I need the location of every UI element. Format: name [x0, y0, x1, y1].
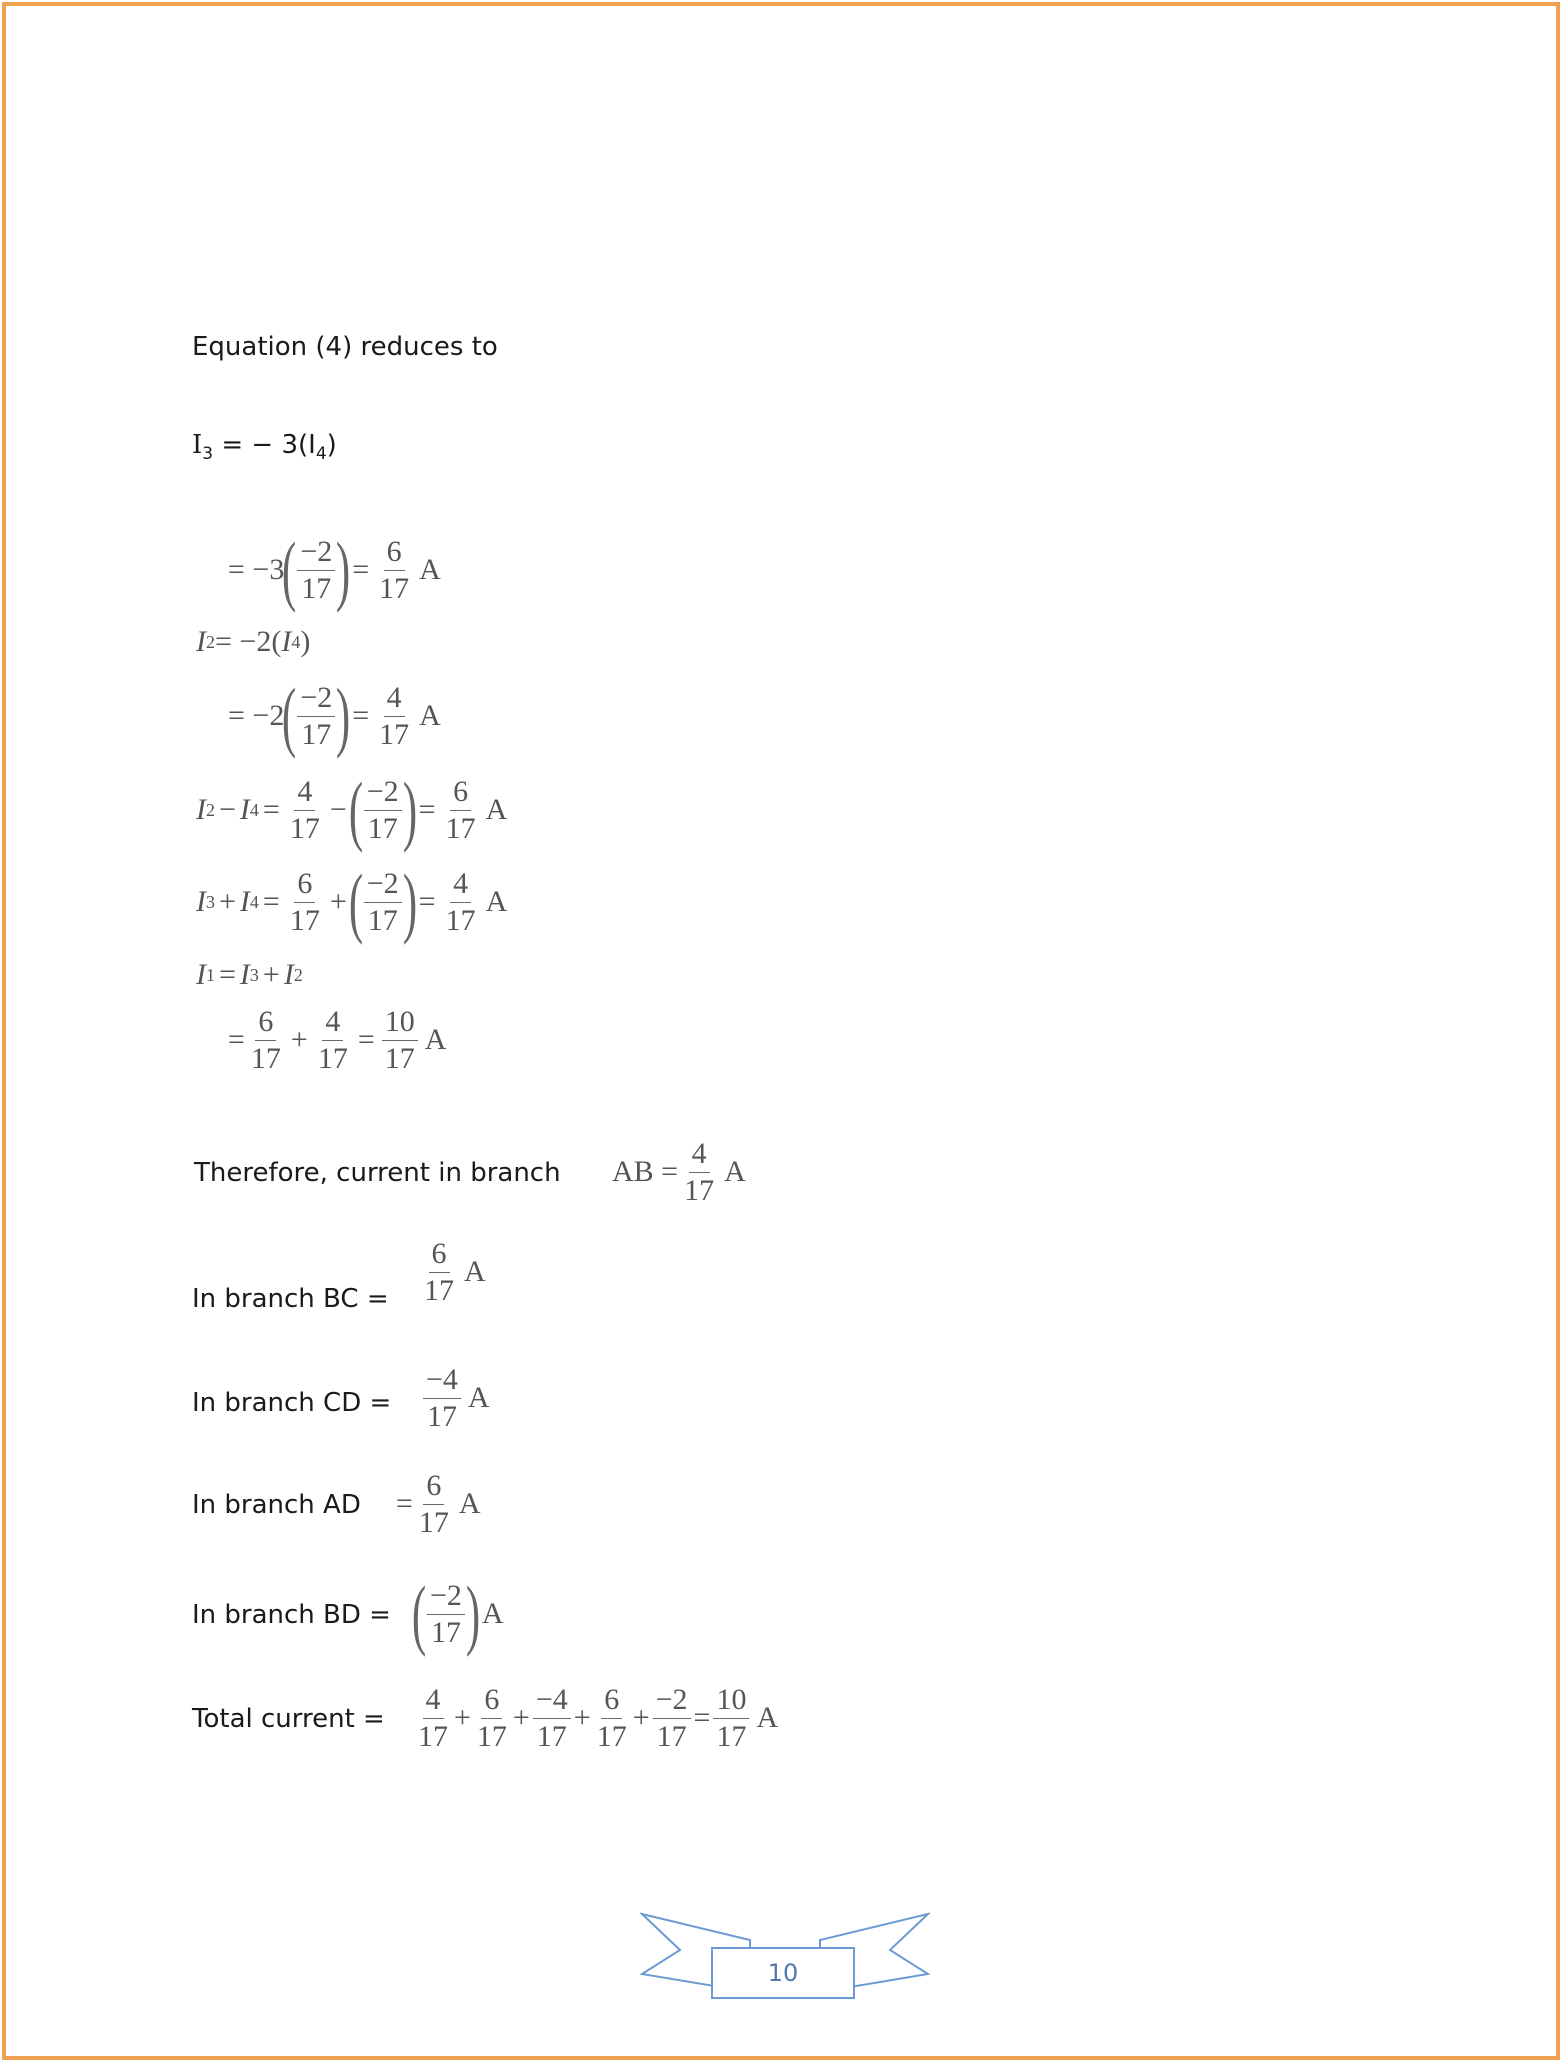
- intro-text: Equation (4) reduces to: [192, 332, 498, 362]
- math-line-3: = −2 ( $\frac{-2}{17}$ ) = $\frac{4}{17}$ A: [228, 672, 441, 759]
- math-line-2: I 2 = −2( I 4 ): [196, 625, 311, 658]
- fraction: $\frac{-4}{17}$: [423, 1364, 461, 1432]
- fraction: $\frac{4}{17}$: [445, 867, 476, 937]
- fraction: $\frac{-2}{17}$: [653, 1684, 691, 1752]
- math-line-1: = −3 ( $\frac{-2}{17}$ ) = $\frac{6}{17}$ A: [228, 526, 441, 613]
- fraction: $\frac{-2}{17}$: [427, 1580, 465, 1648]
- fraction: $\frac{6}{17}$: [289, 867, 320, 937]
- fraction: $\frac{6}{17}$: [424, 1237, 454, 1307]
- fraction: $\frac{-2}{17}$: [297, 536, 335, 604]
- branch-cd-value: $\frac{-4}{17}$ A: [420, 1358, 494, 1438]
- fraction: $\frac{4}{17}$: [379, 681, 410, 751]
- math-line-6: I 1 = I 3 + I 2: [196, 958, 303, 991]
- fraction: $\frac{-2}{17}$: [297, 682, 335, 750]
- fraction: $\frac{6}{17}$: [476, 1683, 507, 1753]
- fraction: $\frac{6}{17}$: [379, 535, 410, 605]
- fraction: $\frac{-4}{17}$: [533, 1684, 571, 1752]
- branch-ab-value: AB = $\frac{4}{17}$ A: [612, 1137, 746, 1207]
- branch-cd-label: In branch CD =: [192, 1388, 392, 1418]
- fraction: $\frac{6}{17}$: [250, 1005, 281, 1075]
- branch-ad-value: = $\frac{6}{17}$ A: [396, 1469, 481, 1539]
- fraction: $\frac{-2}{17}$: [364, 868, 402, 936]
- math-line-7: = $\frac{6}{17}$ + $\frac{4}{17}$ = $\frac{10}{17}$ A: [228, 1005, 447, 1075]
- fraction: $\frac{10}{17}$: [713, 1684, 749, 1752]
- fraction: $\frac{10}{17}$: [382, 1006, 418, 1074]
- branch-bd-value: ( $\frac{-2}{17}$ ) A: [411, 1570, 504, 1657]
- fraction: $\frac{-2}{17}$: [364, 776, 402, 844]
- math-line-5: I 3 + I 4 = $\frac{6}{17}$ + ( $\frac{-2}{17}$ ) = $\frac{4}{17}$ A: [196, 858, 508, 945]
- math-line-4: I 2 − I 4 = $\frac{4}{17}$ − ( $\frac{-2}{17}$ ) = $\frac{6}{17}$ A: [196, 766, 508, 853]
- branch-ab-label: Therefore, current in branch: [194, 1158, 561, 1188]
- fraction: $\frac{4}{17}$: [684, 1137, 715, 1207]
- fraction: $\frac{6}{17}$: [445, 775, 476, 845]
- i3-equation: $I_3$ = − $3(I_4)$: [192, 430, 337, 465]
- branch-bc-value: $\frac{6}{17}$ A: [418, 1232, 490, 1312]
- page-number: 10: [767, 1959, 799, 1987]
- branch-bc-label: In branch BC =: [192, 1284, 389, 1314]
- fraction: $\frac{4}{17}$: [418, 1683, 448, 1753]
- fraction: $\frac{4}{17}$: [289, 775, 320, 845]
- branch-bd-label: In branch BD =: [192, 1600, 391, 1630]
- fraction: $\frac{6}{17}$: [418, 1469, 449, 1539]
- total-current-value: $\frac{4}{17}$ + $\frac{6}{17}$ + $\frac{-4}{17}$ + $\frac{6}{17}$ + $\frac{-2}{17}$ = $\frac{10}{17}$ A: [412, 1678, 782, 1758]
- fraction: $\frac{4}{17}$: [317, 1005, 348, 1075]
- fraction: $\frac{6}{17}$: [596, 1683, 627, 1753]
- branch-ad-label: In branch AD: [192, 1490, 361, 1520]
- total-current-label: Total current =: [192, 1704, 385, 1734]
